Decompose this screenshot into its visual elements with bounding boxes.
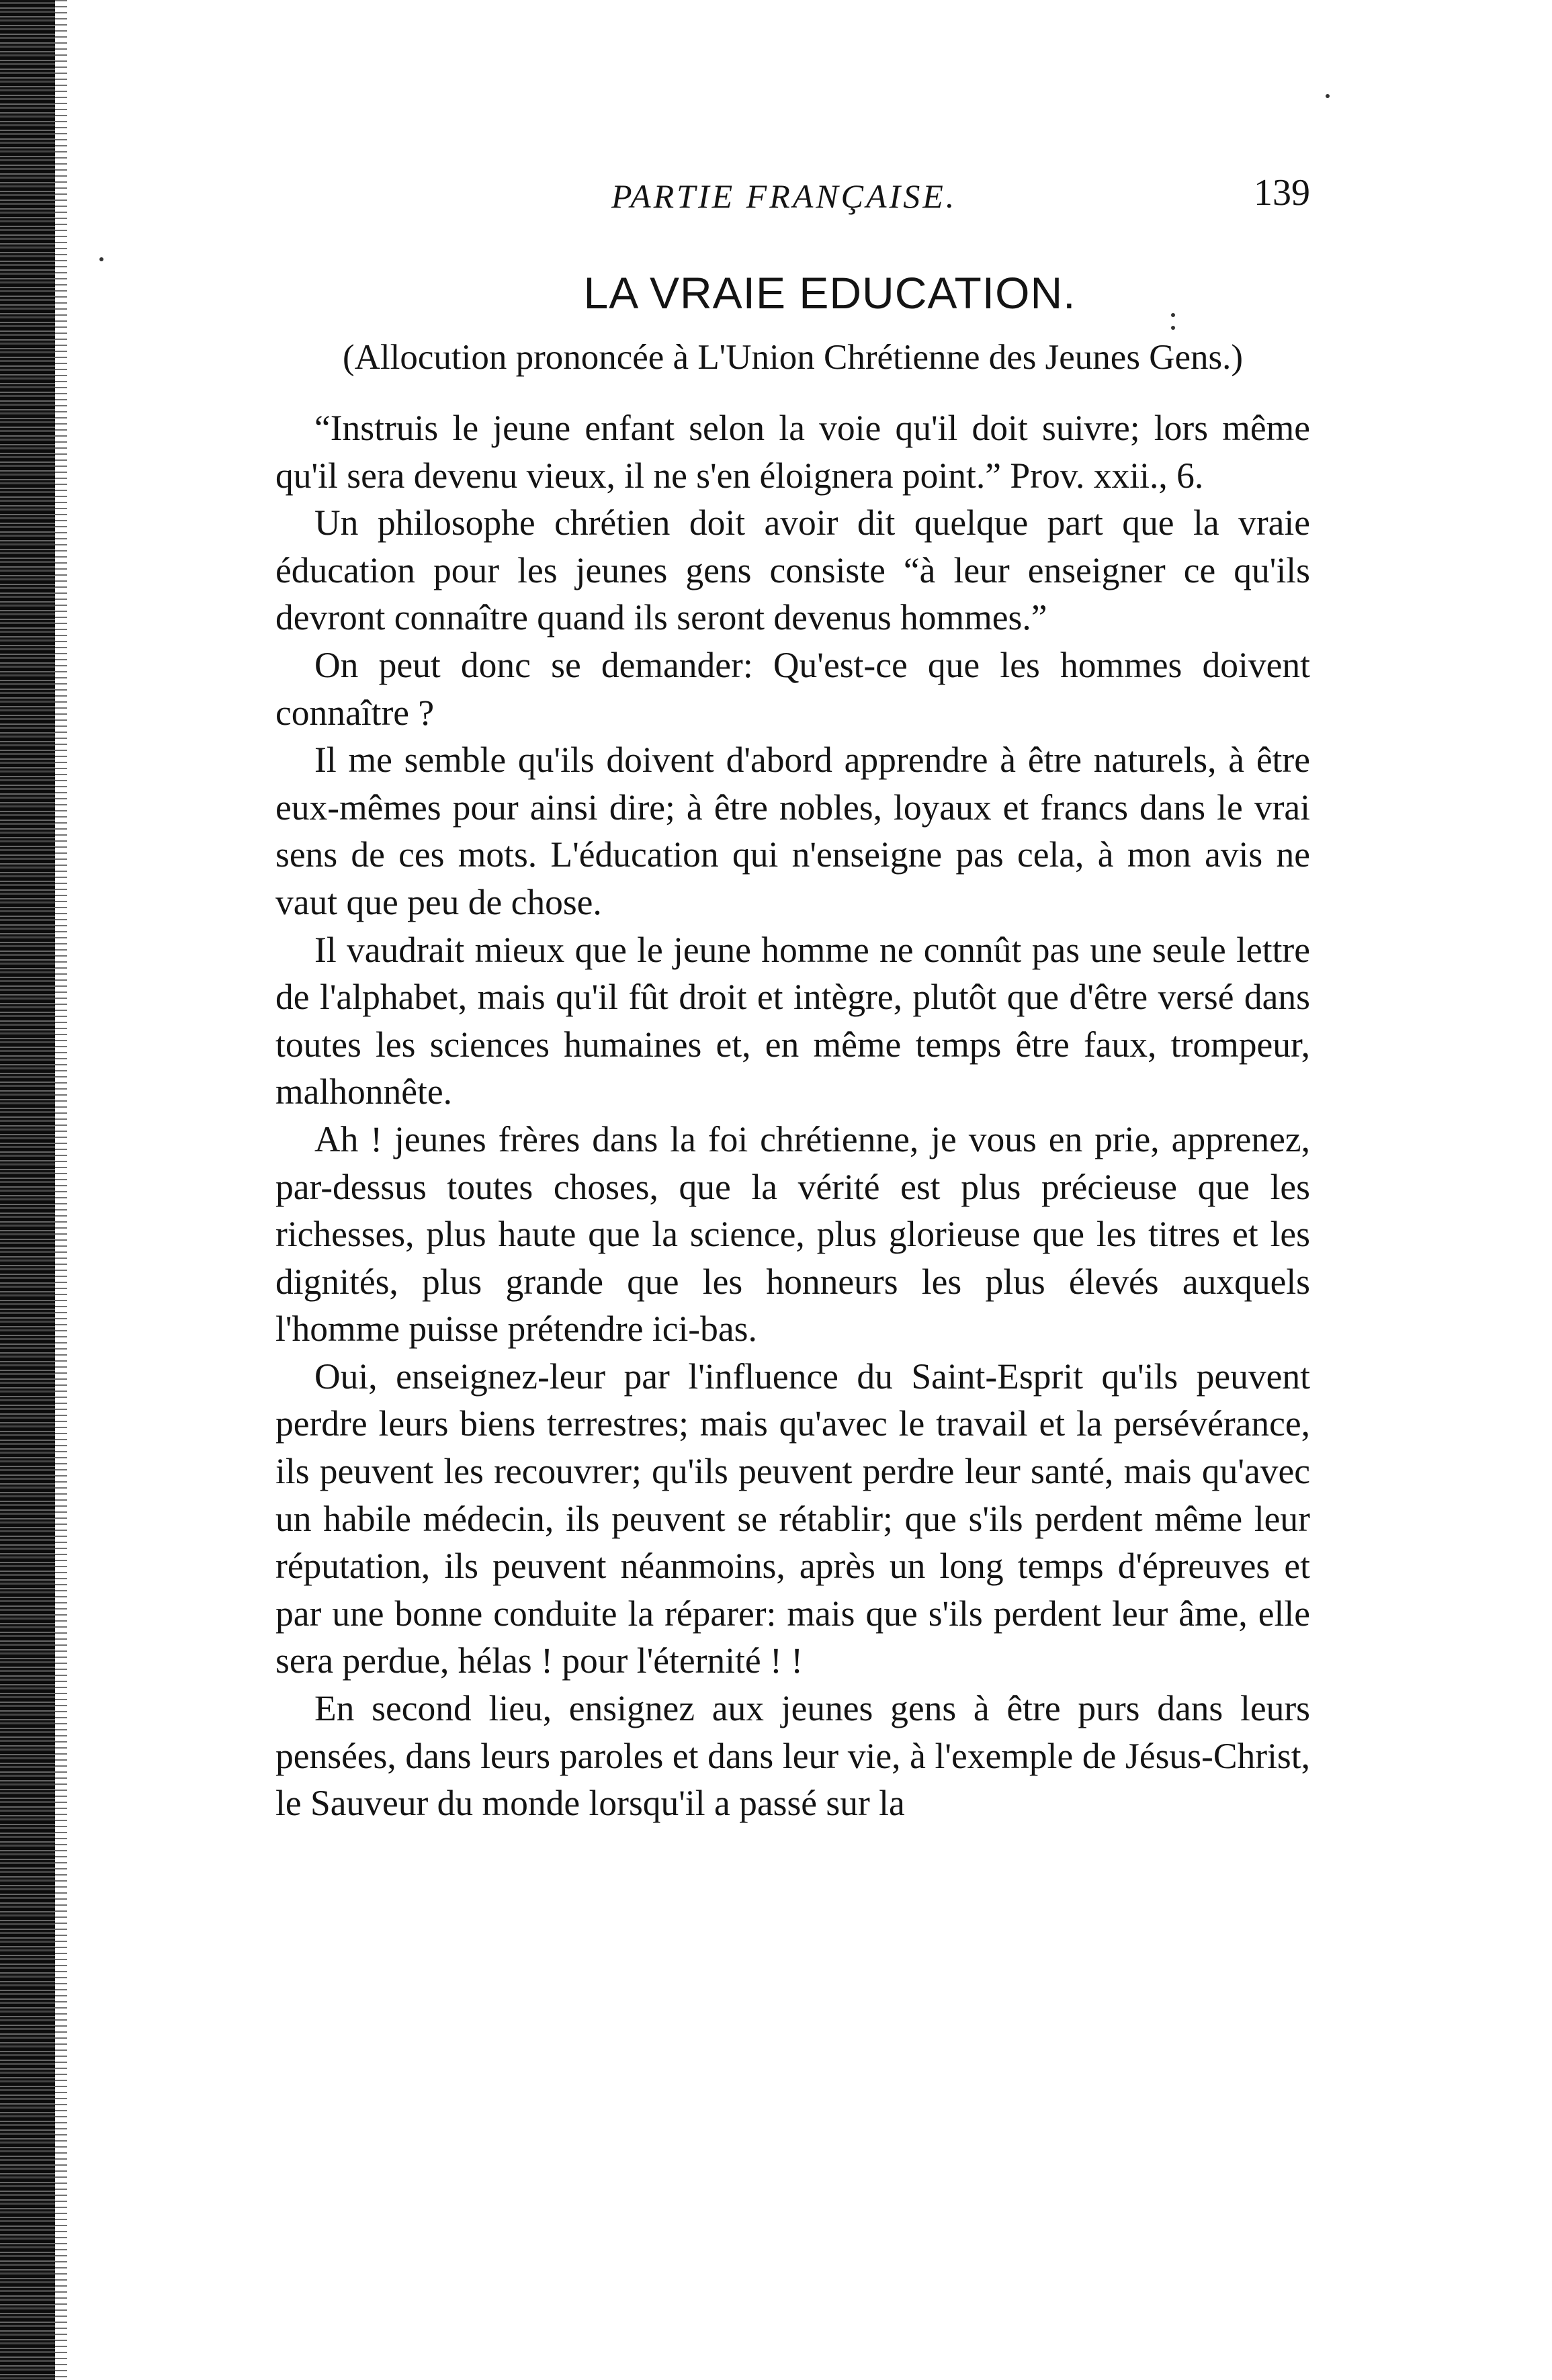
paragraph-epigraph: “Instruis le jeune enfant selon la voie qu'il doit suivre; lors même qu'il sera devenu vieux, il ne s'en éloignera point.” Prov. xxii., 6. (275, 408, 1310, 496)
article-subtitle: (Allocution prononcée à L'Union Chrétienne des Jeunes Gens.) (342, 338, 1244, 377)
scan-speck (99, 257, 103, 261)
paragraph: Il me semble qu'ils doivent d'abord apprendre à être naturels, à être eux-mêmes pour ainsi dire; à être nobles, loyaux et francs dans le vrai sens de ces mots. L'éducation qui n'enseigne pas cela, à mon avis ne vaut que peu de chose. (275, 740, 1310, 922)
paragraph: Oui, enseignez-leur par l'influence du Saint-Esprit qu'ils peuvent perdre leurs biens terrestres; mais qu'avec le travail et la persévérance, ils peuvent les recouvrer; qu'ils peuvent perdre leur santé, mais qu'avec un habile médecin, ils peuvent se rétablir; que s'ils perdent même leur réputation, ils peuvent néanmoins, après un long temps d'épreuves et par une bonne conduite la réparer: mais que s'ils perdent leur âme, elle sera perdue, hélas ! pour l'éternité ! ! (275, 1356, 1310, 1681)
page-number: 139 (1254, 172, 1310, 214)
paragraph: Il vaudrait mieux que le jeune homme ne connût pas une seule lettre de l'alphabet, mais qu'il fût droit et intègre, plutôt que d'être versé dans toutes les sciences humaines et, en même temps être faux, trompeur, malhonnête. (275, 929, 1310, 1112)
scan-speck (1326, 94, 1330, 98)
running-title: PARTIE FRANÇAISE. (611, 177, 957, 215)
scan-speck (1171, 326, 1175, 330)
paragraph: En second lieu, ensignez aux jeunes gens à être purs dans leurs pensées, dans leurs paroles et dans leur vie, à l'exemple de Jésus-Christ, le Sauveur du monde lorsqu'il a passé sur la (275, 1688, 1310, 1824)
running-head (275, 171, 1310, 232)
scanned-binding-edge (0, 0, 55, 2380)
paragraph: Un philosophe chrétien doit avoir dit quelque part que la vraie éducation pour les jeunes gens consiste “à leur enseigner ce qu'ils devront connaître quand ils seront devenus hommes.” (275, 502, 1310, 638)
scan-speck (1171, 313, 1175, 317)
article-title: LA VRAIE EDUCATION. (583, 268, 1076, 318)
paragraph: Ah ! jeunes frères dans la foi chrétienne, je vous en prie, apprenez, par-dessus toutes choses, que la vérité est plus précieuse que les richesses, plus haute que la science, plus glorieuse que les titres et les dignités, plus grande que les honneurs les plus élevés auxquels l'homme puisse prétendre ici-bas. (275, 1118, 1310, 1350)
article-body (275, 404, 1310, 1827)
paragraph: On peut donc se demander: Qu'est-ce que les hommes doivent connaître ? (275, 644, 1310, 733)
